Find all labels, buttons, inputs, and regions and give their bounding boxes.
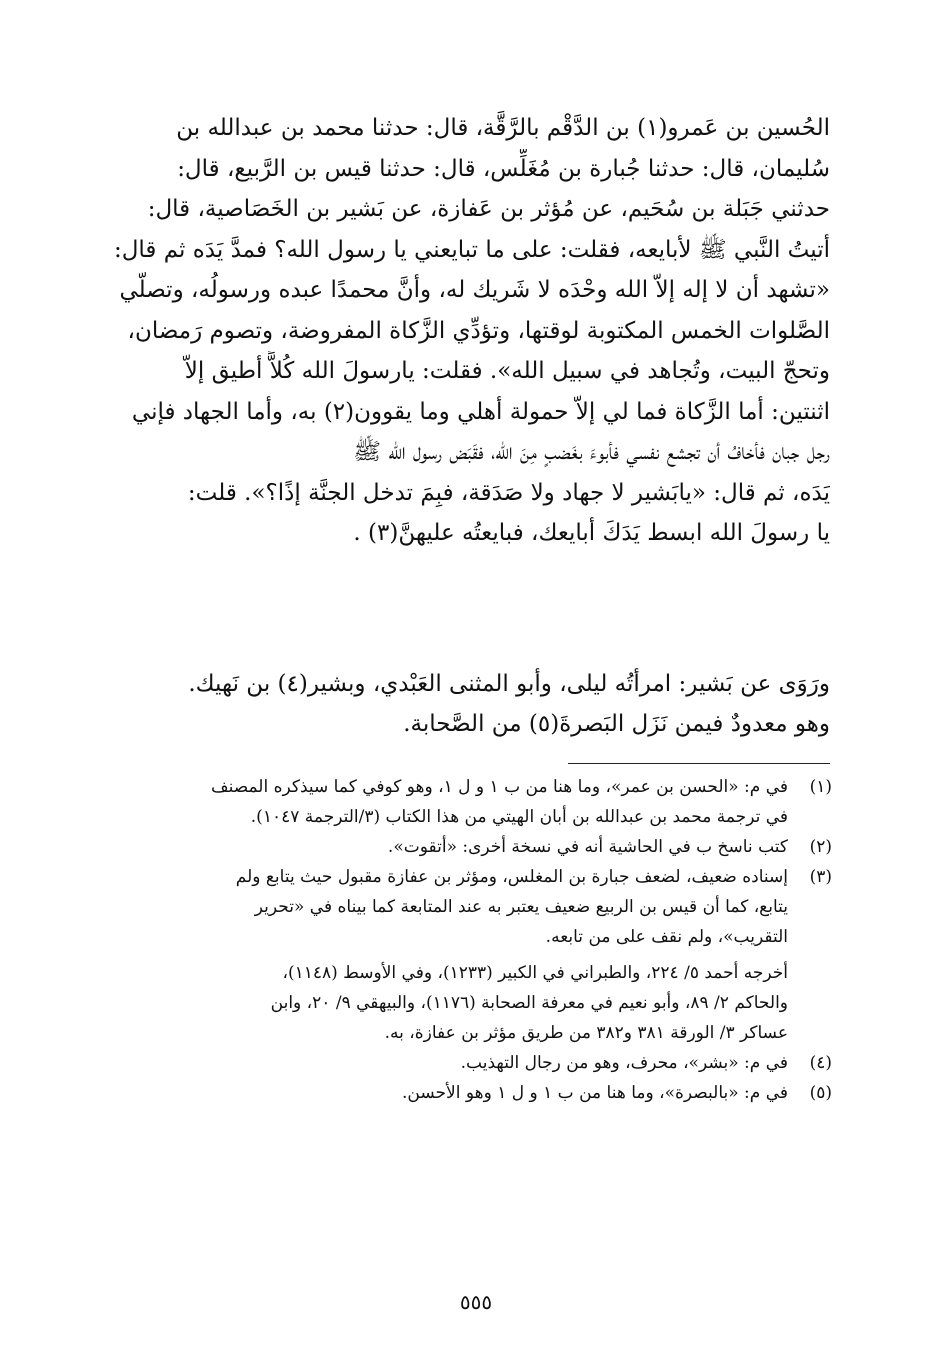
- second-paragraph-line: وهو معدودٌ فيمن نَزَل البَصرةَ(٥) من الصَّحابة.: [403, 711, 830, 737]
- main-text-line: «تشهد أن لا إله إلاّ الله وحْدَه لا شَريك له، وأنَّ محمدًا عبده ورسولُه، وتصلّي: [119, 277, 830, 303]
- footnote-number: (٤): [809, 1053, 832, 1073]
- footnote: [100, 862, 832, 952]
- footnote-line: في ترجمة محمد بن عبدالله بن أبان الهيتي من هذا الكتاب (٣/الترجمة ١٠٤٧).: [250, 807, 788, 827]
- page-number: ٥٥٥: [459, 1290, 493, 1314]
- footnotes: [100, 772, 832, 1108]
- main-text: [112, 108, 830, 554]
- footnote: [100, 1078, 832, 1108]
- main-text-line: وتحجّ البيت، وتُجاهد في سبيل الله». فقلت: يارسولَ الله كُلاًّ أطيق إلاّ: [184, 358, 830, 384]
- footnote-line: عساكر ٣/ الورقة ٣٨١ و٣٨٢ من طريق مؤثر بن عفازة، به.: [384, 1023, 788, 1043]
- second-paragraph-line: ورَوَى عن بَشير: امرأتُه ليلى، وأبو المثنى العَبْدي، وبشير(٤) بن نَهيك.: [188, 671, 830, 697]
- main-text-line: سُليمان، قال: حدثنا جُبارة بن مُغَلِّس، قال: حدثنا قيس بن الرَّبيع، قال:: [177, 155, 830, 182]
- footnote-body: [100, 958, 788, 1048]
- main-text-line: الحُسين بن عَمرو(١) بن الدَّقْم بالرَّقَّة، قال: حدثنا محمد بن عبدالله بن: [176, 115, 830, 141]
- footnote-continuation: [100, 958, 832, 1048]
- second-paragraph: [112, 664, 830, 744]
- footnote-line: إسناده ضعيف، لضعف جبارة بن المغلس، ومؤثر بن عفازة مقبول حيث يتابع ولم: [235, 867, 788, 887]
- footnote: [100, 1048, 832, 1078]
- footnote-separator: [568, 763, 830, 764]
- main-text-line: رجل جبان فأخافُ أن تجشع نفسي فأبوءَ بغَضبٍ مِنَ الله، فقَبَض رسول الله ﷺ: [353, 439, 830, 465]
- footnote-body: [100, 1078, 788, 1108]
- footnote-body: [100, 1048, 788, 1078]
- footnote: [100, 772, 832, 832]
- main-text-line: اثنتين: أما الزَّكاة فما لي إلاّ حمولة أهلي وما يقوون(٢) به، وأما الجهاد فإني: [131, 398, 830, 425]
- footnote-line: والحاكم ٢/ ٨٩، وأبو نعيم في معرفة الصحابة (١١٧٦)، والبيهقي ٩/ ٢٠، وابن: [270, 993, 788, 1013]
- footnote: [100, 832, 832, 862]
- footnote-body: [100, 772, 788, 832]
- footnote-number: (١): [809, 777, 832, 797]
- footnote-body: [100, 832, 788, 862]
- footnote-line: في م: «الحسن بن عمر»، وما هنا من ب ١ و ل ١، وهو كوفي كما سيذكره المصنف: [211, 777, 788, 797]
- main-text-line: يا رسولَ الله ابسط يَدَكَ أبايعك، فبايعتُه عليهنَّ(٣) .: [353, 520, 830, 546]
- footnote-number: (٥): [809, 1083, 832, 1103]
- footnote-line: التقريب»، ولم نقف على من تابعه.: [545, 927, 788, 947]
- footnote-line: يتابع، كما أن قيس بن الربيع ضعيف يعتبر به عند المتابعة كما بيناه في «تحرير: [254, 897, 788, 917]
- main-text-line: حدثني جَبَلة بن سُحَيم، عن مُؤثر بن عَفازة، عن بَشير بن الخَصَاصية، قال:: [147, 196, 830, 222]
- main-text-line: الصَّلوات الخمس المكتوبة لوقتها، وتؤدِّي الزَّكاة المفروضة، وتصوم رَمضان،: [127, 317, 830, 344]
- footnote-line: أخرجه أحمد ٥/ ٢٢٤، والطبراني في الكبير (١٢٣٣)، وفي الأوسط (١١٤٨)،: [282, 963, 788, 983]
- footnote-number-spacer: [788, 958, 832, 1048]
- footnote-line: في م: «بشر»، محرف، وهو من رجال التهذيب.: [460, 1053, 788, 1073]
- footnote-number: (٢): [809, 837, 832, 857]
- main-text-line: أتيتُ النَّبي ﷺ لأبايعه، فقلت: على ما تبايعني يا رسول الله؟ فمدَّ يَدَه ثم قال:: [113, 236, 830, 263]
- footnote-line: كتب ناسخ ب في الحاشية أنه في نسخة أخرى: «أتقوت».: [387, 837, 788, 857]
- footnote-body: [100, 862, 788, 952]
- footnote-number: (٣): [809, 867, 832, 887]
- footnote-line: في م: «بالبصرة»، وما هنا من ب ١ و ل ١ وهو الأحسن.: [402, 1083, 788, 1103]
- main-text-line: يَدَه، ثم قال: «يابَشير لا جهاد ولا صَدَقة، فبِمَ تدخل الجنَّة إذًا؟». قلت:: [187, 479, 830, 506]
